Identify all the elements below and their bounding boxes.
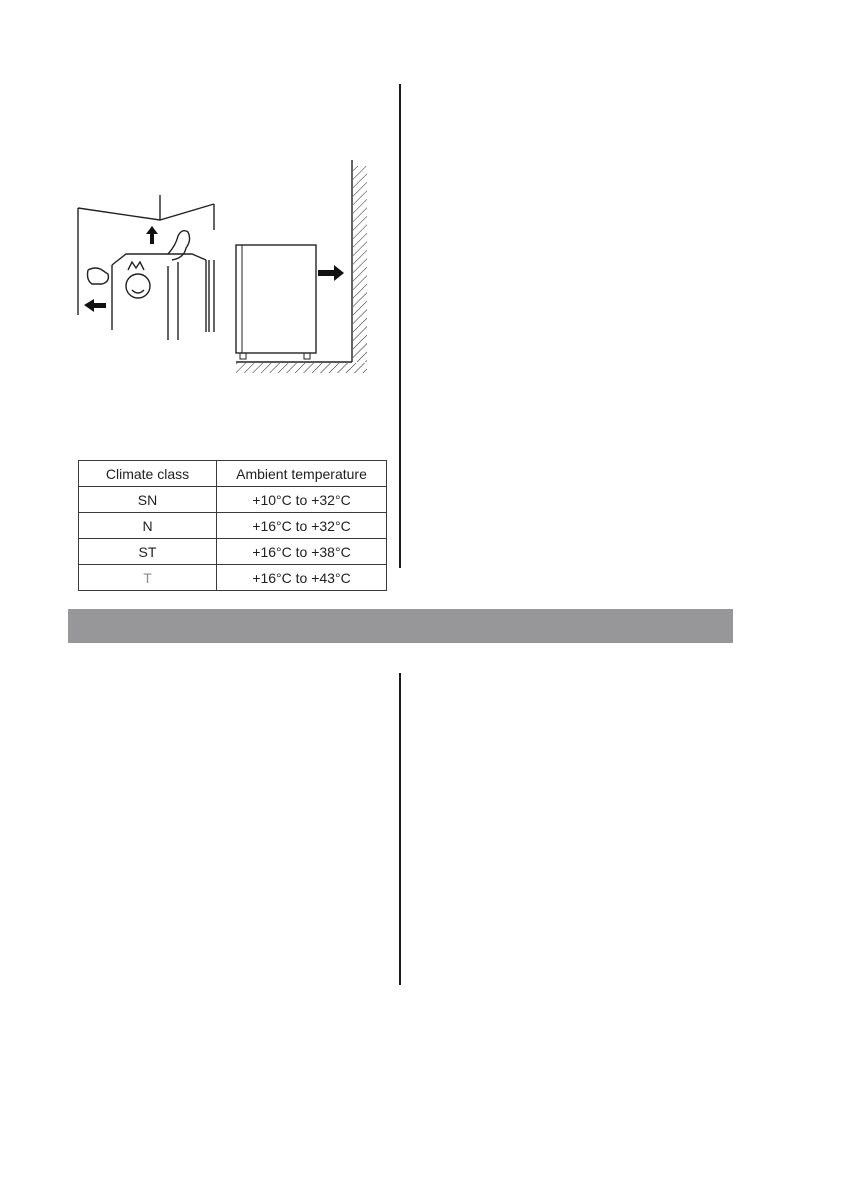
refrigerator-wall-clearance-icon [236,160,367,373]
header-climate-class: Climate class [79,461,217,487]
climate-class-table [78,460,387,591]
ambient-temperature-cell: +16°C to +38°C [217,539,387,565]
header-ambient-temperature: Ambient temperature [217,461,387,487]
table-row [79,487,387,513]
ambient-temperature-cell: +16°C to +43°C [217,565,387,591]
climate-class-cell: ST [79,539,217,565]
arrow-right-icon [318,265,344,281]
table-row [79,513,387,539]
climate-class-cell: N [79,513,217,539]
ambient-temperature-cell: +16°C to +32°C [217,513,387,539]
climate-class-cell: SN [79,487,217,513]
column-divider-bottom [399,673,401,985]
column-divider-top [399,84,401,568]
climate-class-cell: T [79,565,217,591]
arrow-up-icon [146,226,158,244]
section-heading-bar [68,609,733,643]
installation-illustration [68,150,388,380]
arrow-left-icon [84,299,106,312]
table-row [79,565,387,591]
refrigerator-lift-icon [78,195,214,340]
table-row [79,539,387,565]
table-header-row [79,461,387,487]
ambient-temperature-cell: +10°C to +32°C [217,487,387,513]
